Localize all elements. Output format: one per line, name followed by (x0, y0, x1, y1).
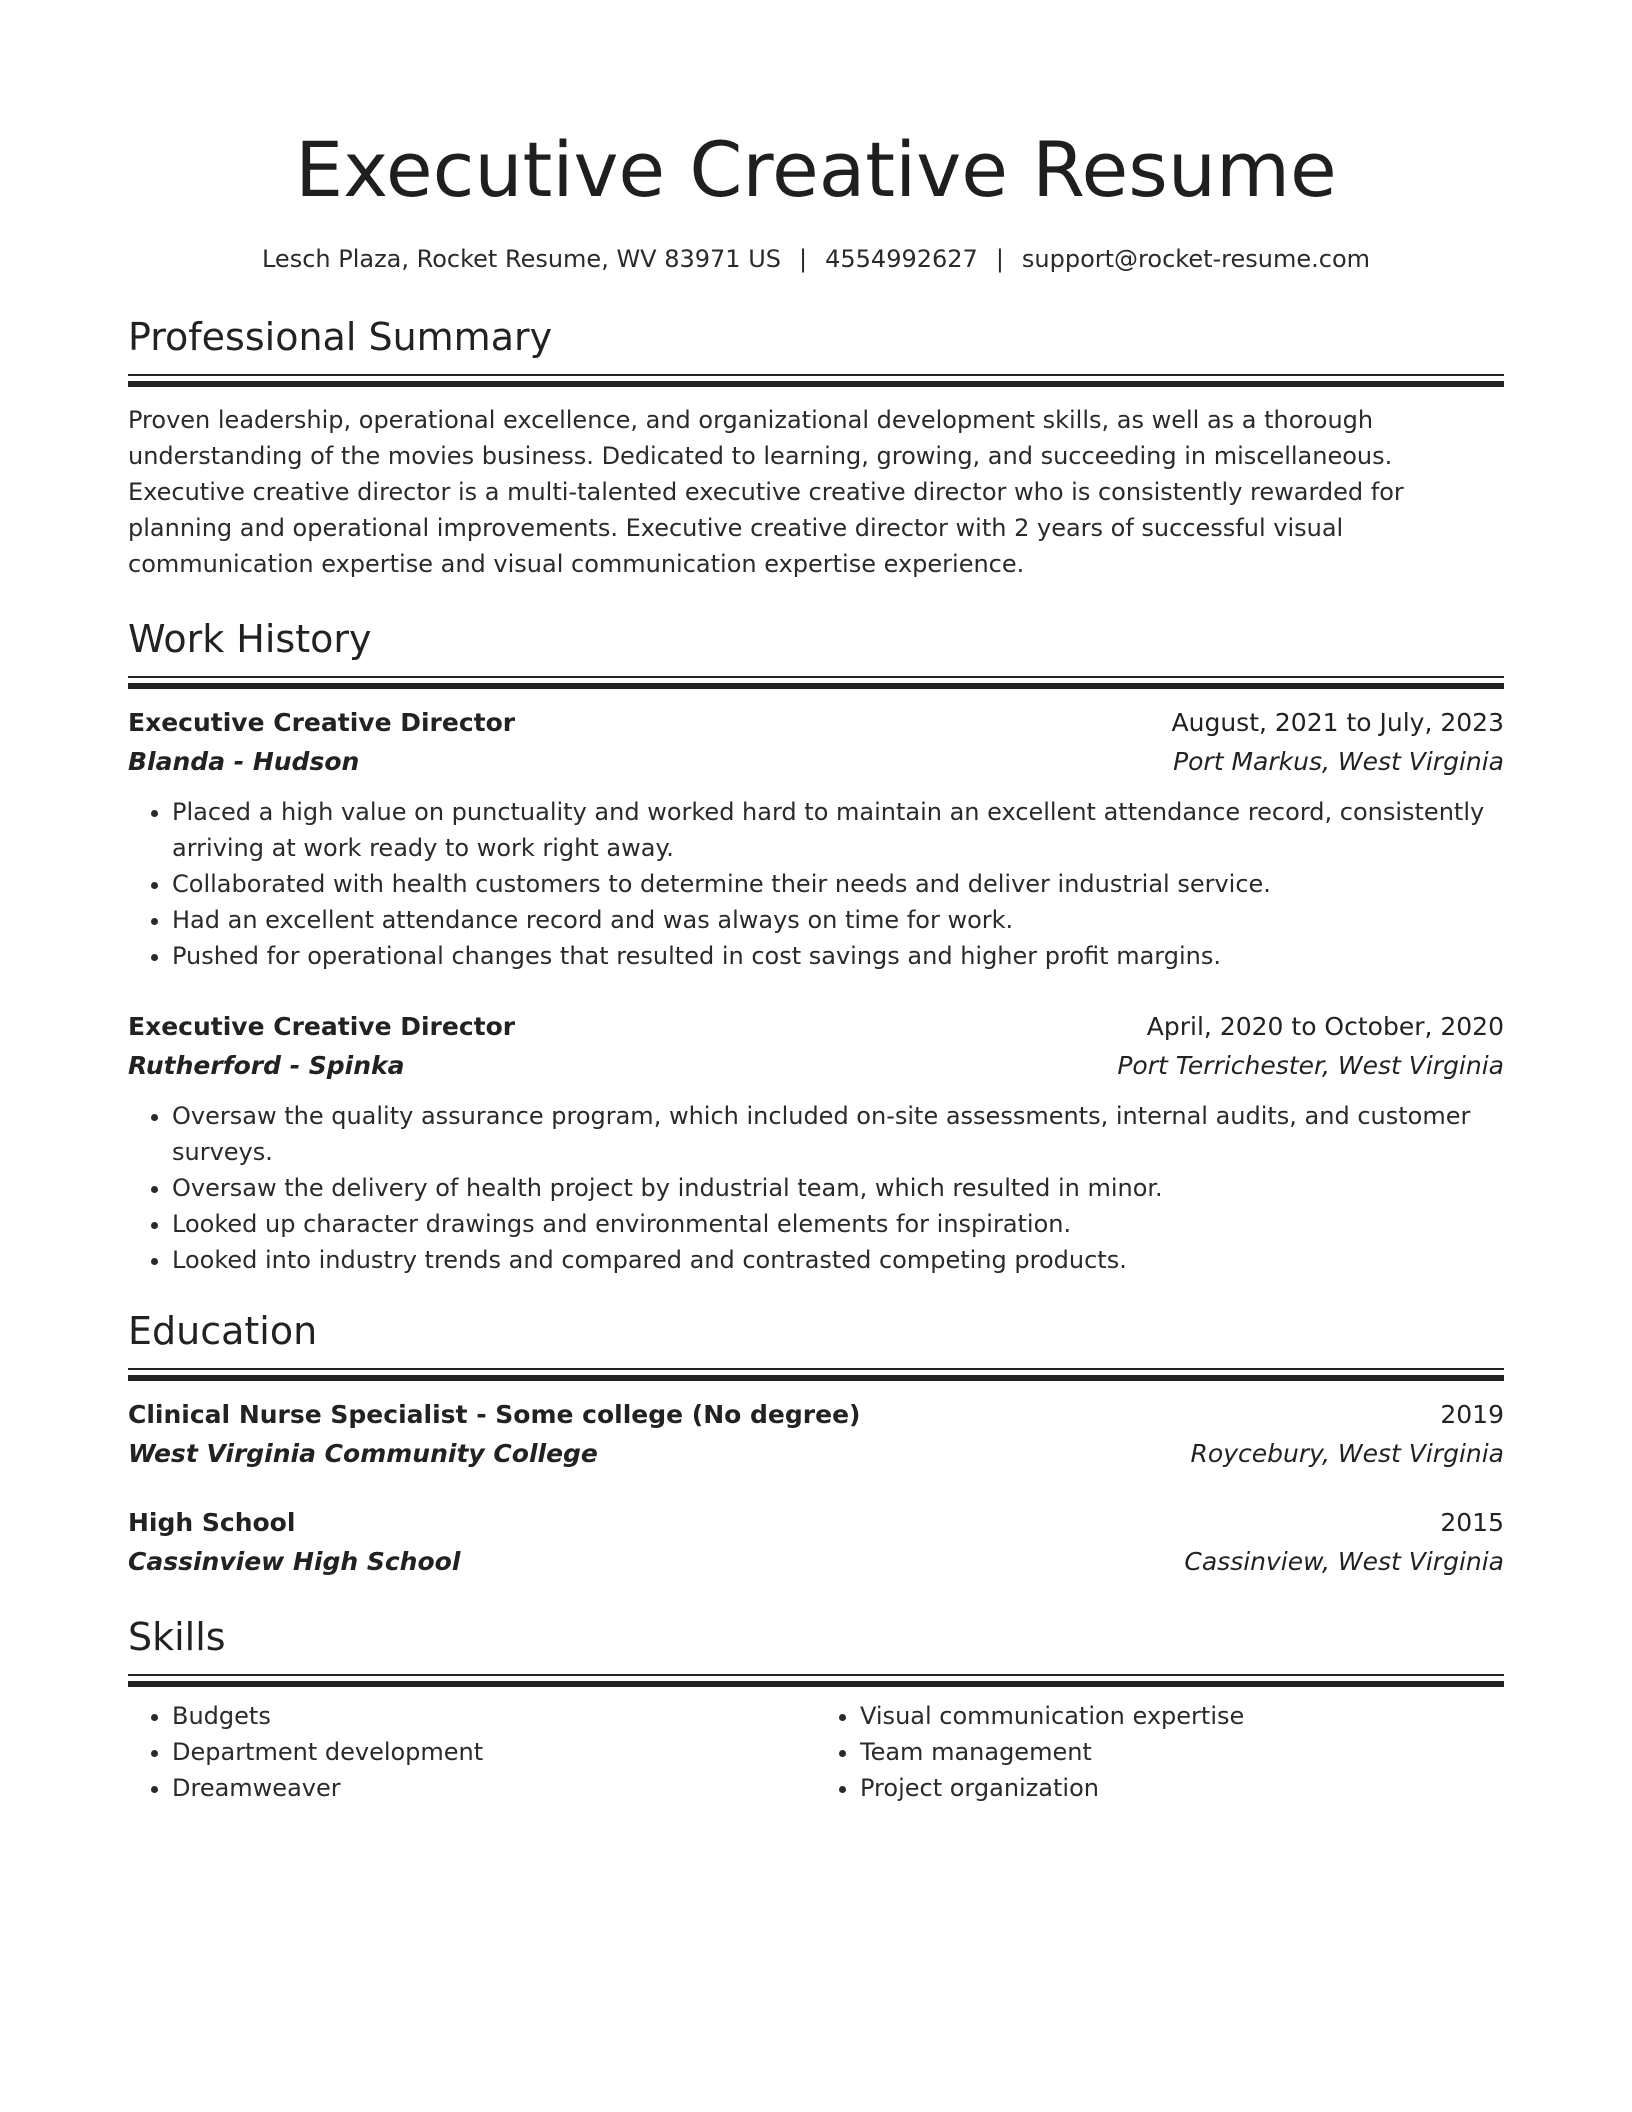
list-item: • Visual communication expertise (860, 1698, 1504, 1734)
job-entry (128, 1008, 1504, 1278)
job-entry (128, 704, 1504, 974)
list-item: • Project organization (860, 1770, 1504, 1806)
education-school: West Virginia Community College (128, 1439, 598, 1468)
list-item: • Looked up character drawings and environmental elements for inspiration. (172, 1206, 1504, 1242)
list-item: • Dreamweaver (172, 1770, 816, 1806)
contact-separator: | (799, 245, 808, 273)
job-location: Port Terrichester, West Virginia (1117, 1051, 1504, 1080)
education-section (128, 1308, 1504, 1582)
job-dates: August, 2021 to July, 2023 (1171, 708, 1504, 737)
skills-column-left (128, 1698, 816, 1806)
contact-address: Lesch Plaza, Rocket Resume, WV 83971 US (261, 245, 782, 273)
job-duties (128, 1098, 1504, 1278)
skills-column-right (816, 1698, 1504, 1806)
education-school: Cassinview High School (128, 1547, 461, 1576)
section-title-work: Work History (128, 617, 372, 661)
summary-section (128, 314, 1504, 582)
section-divider (128, 676, 1504, 686)
list-item: • Placed a high value on punctuality and worked hard to maintain an excellent attendance record, consistently arriving at work ready to work right away. (172, 794, 1504, 866)
work-section (128, 616, 1504, 1278)
summary-text: Proven leadership, operational excellence, and organizational development skills, as well as a thorough understanding of the movies business. Dedicated to learning, growing, and succeeding in miscellaneous. Executive creative director is a multi-talented executive creative director who is consistently rewarded for planning and operational improvements. Executive creative director with 2 years of successful visual communication expertise and visual communication expertise experience. (128, 406, 1404, 578)
job-employer: Rutherford - Spinka (128, 1051, 405, 1080)
list-item: • Had an excellent attendance record and was always on time for work. (172, 902, 1504, 938)
contact-separator: | (995, 245, 1004, 273)
education-location: Roycebury, West Virginia (1190, 1439, 1504, 1468)
section-divider (128, 374, 1504, 384)
education-degree: High School (128, 1508, 296, 1537)
section-title-education: Education (128, 1309, 318, 1353)
section-title-summary: Professional Summary (128, 315, 553, 359)
list-item: • Oversaw the quality assurance program, which included on-site assessments, internal audits, and customer surveys. (172, 1098, 1504, 1170)
education-entry (128, 1396, 1504, 1474)
skills-list (128, 1698, 1504, 1806)
education-year: 2015 (1440, 1508, 1504, 1537)
job-employer: Blanda - Hudson (128, 747, 360, 776)
contact-line (128, 242, 1504, 276)
list-item: • Collaborated with health customers to determine their needs and deliver industrial service. (172, 866, 1504, 902)
education-entry (128, 1504, 1504, 1582)
contact-phone: 4554992627 (825, 245, 978, 273)
contact-email: support@rocket-resume.com (1021, 245, 1370, 273)
list-item: • Department development (172, 1734, 816, 1770)
resume-name: Executive Creative Resume (295, 125, 1337, 214)
education-year: 2019 (1440, 1400, 1504, 1429)
list-item: • Looked into industry trends and compared and contrasted competing products. (172, 1242, 1504, 1278)
job-title: Executive Creative Director (128, 708, 516, 737)
job-dates: April, 2020 to October, 2020 (1146, 1012, 1504, 1041)
list-item: • Pushed for operational changes that resulted in cost savings and higher profit margins. (172, 938, 1504, 974)
job-title: Executive Creative Director (128, 1012, 516, 1041)
skills-section (128, 1614, 1504, 1806)
job-location: Port Markus, West Virginia (1173, 747, 1504, 776)
section-title-skills: Skills (128, 1615, 226, 1659)
section-divider (128, 1674, 1504, 1684)
list-item: • Team management (860, 1734, 1504, 1770)
education-location: Cassinview, West Virginia (1184, 1547, 1504, 1576)
section-divider (128, 1368, 1504, 1378)
job-duties (128, 794, 1504, 974)
list-item: • Oversaw the delivery of health project by industrial team, which resulted in minor. (172, 1170, 1504, 1206)
education-degree: Clinical Nurse Specialist - Some college (No degree) (128, 1400, 861, 1429)
list-item: • Budgets (172, 1698, 816, 1734)
